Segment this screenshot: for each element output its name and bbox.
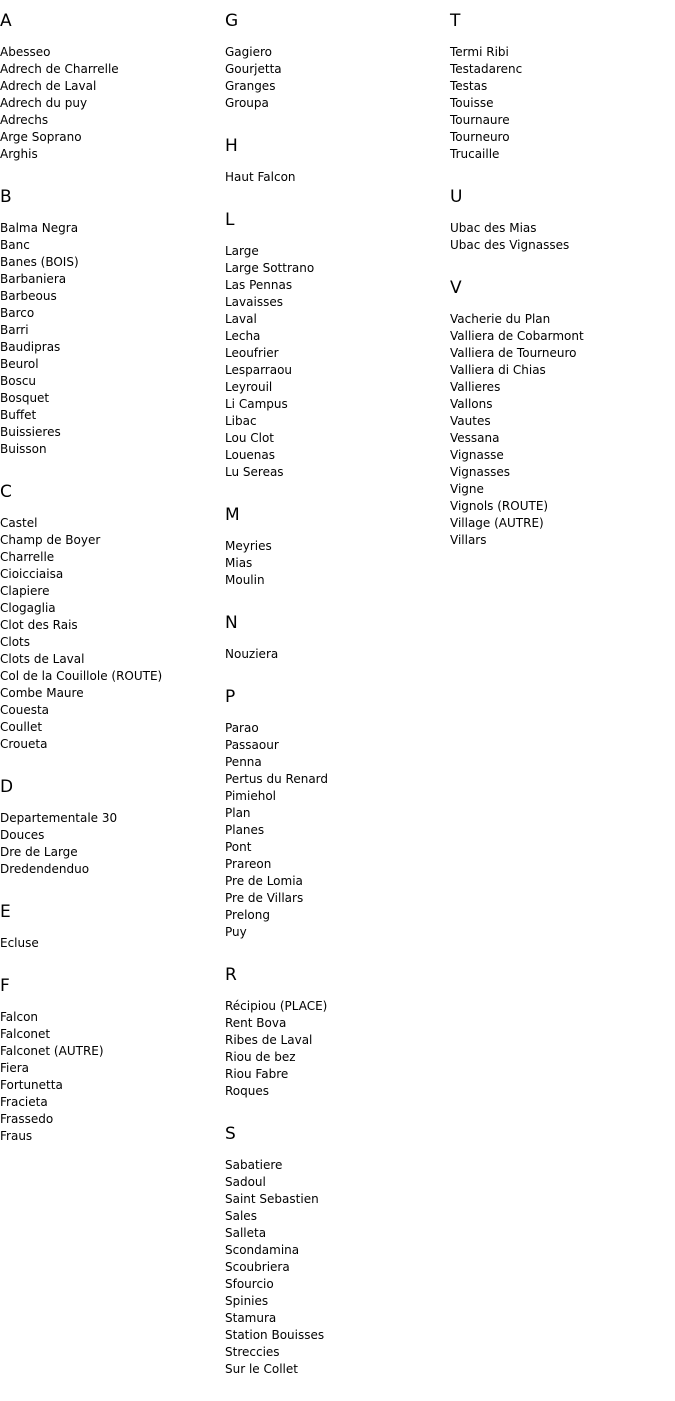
heading-spacer (225, 158, 450, 169)
letter-section (225, 135, 450, 186)
place-name[interactable]: Libac (225, 414, 257, 428)
place-name[interactable]: Station Bouisses (225, 1328, 325, 1342)
place-name[interactable]: Vessana (450, 431, 500, 445)
section-letter-heading: E (0, 902, 11, 922)
place-list (450, 311, 675, 549)
place-name[interactable]: Louenas (225, 448, 276, 462)
place-name[interactable]: Pimiehol (225, 789, 276, 803)
place-list (225, 44, 450, 112)
place-name[interactable]: Valliera de Cobarmont (450, 329, 584, 343)
letter-section (225, 10, 450, 112)
place-list (225, 538, 450, 589)
letter-section (0, 481, 225, 753)
place-name[interactable]: Dredendenduo (0, 862, 90, 876)
place-name[interactable]: Fraus (0, 1129, 33, 1143)
place-name[interactable]: Arge Soprano (0, 130, 82, 144)
place-name[interactable]: Buffet (0, 408, 37, 422)
section-letter-heading: N (225, 613, 238, 633)
place-name[interactable]: Granges (225, 79, 276, 93)
place-name[interactable]: Scoubriera (225, 1260, 290, 1274)
place-name[interactable]: Clots de Laval (0, 652, 85, 666)
place-list (0, 1009, 225, 1145)
place-list (0, 220, 225, 458)
place-name[interactable]: Meyries (225, 539, 272, 553)
heading-spacer (225, 33, 450, 44)
place-name[interactable]: Col de la Couillole (ROUTE) (0, 669, 163, 683)
place-name[interactable]: Villars (450, 533, 487, 547)
section-letter-heading: P (225, 687, 236, 707)
place-name[interactable]: Sadoul (225, 1175, 266, 1189)
place-name[interactable]: Vallieres (450, 380, 501, 394)
letter-section (225, 612, 450, 663)
place-name[interactable]: Gourjetta (225, 62, 282, 76)
place-list (225, 169, 450, 186)
place-name[interactable]: Mias (225, 556, 253, 570)
place-name[interactable]: Adrechs (0, 113, 49, 127)
place-list (225, 1157, 450, 1378)
section-letter-heading: R (225, 965, 237, 985)
place-name[interactable]: Falconet (0, 1027, 51, 1041)
place-name[interactable]: Pre de Villars (225, 891, 304, 905)
index-column-3 (450, 0, 675, 572)
place-name[interactable]: Combe Maure (0, 686, 84, 700)
letter-section (225, 1123, 450, 1378)
heading-spacer (225, 635, 450, 646)
place-name[interactable]: Saint Sebastien (225, 1192, 319, 1206)
place-name[interactable]: Clogaglia (0, 601, 56, 615)
place-name[interactable]: Parao (225, 721, 259, 735)
heading-spacer (0, 998, 225, 1009)
place-name[interactable]: Bosquet (0, 391, 50, 405)
place-name[interactable]: Abesseo (0, 45, 51, 59)
place-name[interactable]: Village (AUTRE) (450, 516, 544, 530)
place-name[interactable]: Passaour (225, 738, 279, 752)
place-name[interactable]: Rent Bova (225, 1016, 287, 1030)
place-name[interactable]: Arghis (0, 147, 38, 161)
place-name[interactable]: Falcon (0, 1010, 39, 1024)
place-name[interactable]: Touisse (450, 96, 494, 110)
place-name[interactable]: Banc (0, 238, 30, 252)
letter-section (0, 975, 225, 1145)
place-name[interactable]: Valliera de Tourneuro (450, 346, 577, 360)
place-name[interactable]: Fortunetta (0, 1078, 63, 1092)
place-name[interactable]: Scondamina (225, 1243, 300, 1257)
section-letter-heading: L (225, 210, 235, 230)
place-name[interactable]: Lu Sereas (225, 465, 284, 479)
place-list (0, 44, 225, 163)
section-letter-heading: C (0, 482, 12, 502)
place-name[interactable]: Nouziera (225, 647, 279, 661)
place-name[interactable]: Pre de Lomia (225, 874, 303, 888)
heading-spacer (450, 300, 675, 311)
place-name[interactable]: Pont (225, 840, 252, 854)
place-name[interactable]: Plan (225, 806, 251, 820)
section-letter-heading: G (225, 11, 239, 31)
place-name[interactable]: Stamura (225, 1311, 277, 1325)
place-name[interactable]: Vignols (ROUTE) (450, 499, 549, 513)
place-name[interactable]: Croueta (0, 737, 48, 751)
place-name[interactable]: Buissieres (0, 425, 61, 439)
place-name[interactable]: Ribes de Laval (225, 1033, 313, 1047)
place-name[interactable]: Lou Clot (225, 431, 274, 445)
place-name[interactable]: Beurol (0, 357, 39, 371)
heading-spacer (225, 527, 450, 538)
place-name[interactable]: Large Sottrano (225, 261, 315, 275)
heading-spacer (0, 799, 225, 810)
place-name[interactable]: Lavaisses (225, 295, 283, 309)
place-name[interactable]: Valliera di Chias (450, 363, 546, 377)
place-name[interactable]: Barbaniera (0, 272, 67, 286)
place-name[interactable]: Tournaure (450, 113, 510, 127)
place-name[interactable]: Riou Fabre (225, 1067, 289, 1081)
letter-section (0, 901, 225, 952)
place-name[interactable]: Clot des Rais (0, 618, 78, 632)
place-name[interactable]: Sfourcio (225, 1277, 274, 1291)
place-name[interactable]: Coullet (0, 720, 43, 734)
heading-spacer (0, 504, 225, 515)
heading-spacer (225, 232, 450, 243)
place-name[interactable]: Ubac des Vignasses (450, 238, 570, 252)
place-name[interactable]: Adrech de Laval (0, 79, 97, 93)
place-name[interactable]: Puy (225, 925, 247, 939)
place-name[interactable]: Vignasses (450, 465, 510, 479)
place-list (0, 810, 225, 878)
place-name[interactable]: Adrech de Charrelle (0, 62, 119, 76)
place-name[interactable]: Ubac des Mias (450, 221, 537, 235)
place-name[interactable]: Spinies (225, 1294, 269, 1308)
heading-spacer (450, 33, 675, 44)
place-name[interactable]: Li Campus (225, 397, 288, 411)
place-name[interactable]: Sabatiere (225, 1158, 283, 1172)
place-name[interactable]: Departementale 30 (0, 811, 118, 825)
place-list (225, 998, 450, 1100)
place-name[interactable]: Castel (0, 516, 38, 530)
place-name[interactable]: Frassedo (0, 1112, 54, 1126)
heading-spacer (225, 1146, 450, 1157)
letter-section (225, 964, 450, 1100)
place-name[interactable]: Falconet (AUTRE) (0, 1044, 104, 1058)
place-name[interactable]: Pertus du Renard (225, 772, 329, 786)
letter-section (450, 186, 675, 254)
place-name[interactable]: Adrech du puy (0, 96, 88, 110)
index-column-2 (225, 0, 450, 1401)
place-list (225, 243, 450, 481)
section-letter-heading: S (225, 1124, 236, 1144)
section-letter-heading: A (0, 11, 12, 31)
letter-section (450, 10, 675, 163)
place-name[interactable]: Salleta (225, 1226, 267, 1240)
place-name[interactable]: Ecluse (0, 936, 39, 950)
place-name[interactable]: Buisson (0, 442, 47, 456)
place-list (0, 935, 225, 952)
section-letter-heading: T (450, 11, 461, 31)
place-name[interactable]: Barbeous (0, 289, 57, 303)
heading-spacer (450, 209, 675, 220)
place-name[interactable]: Penna (225, 755, 262, 769)
place-name[interactable]: Roques (225, 1084, 269, 1098)
place-name[interactable]: Testadarenc (450, 62, 523, 76)
heading-spacer (0, 209, 225, 220)
place-name[interactable]: Boscu (0, 374, 37, 388)
place-name[interactable]: Vigne (450, 482, 484, 496)
place-name[interactable]: Balma Negra (0, 221, 79, 235)
place-name[interactable]: Lecha (225, 329, 261, 343)
letter-section (225, 686, 450, 941)
place-list (450, 220, 675, 254)
place-name[interactable]: Barco (0, 306, 35, 320)
place-name[interactable]: Charrelle (0, 550, 55, 564)
place-name[interactable]: Clapiere (0, 584, 50, 598)
place-name[interactable]: Groupa (225, 96, 269, 110)
place-name[interactable]: Vacherie du Plan (450, 312, 551, 326)
place-name[interactable]: Moulin (225, 573, 265, 587)
letter-section (0, 776, 225, 878)
section-letter-heading: F (0, 976, 10, 996)
place-name[interactable]: Leoufrier (225, 346, 279, 360)
place-name[interactable]: Trucaille (450, 147, 500, 161)
place-name[interactable]: Clots (0, 635, 31, 649)
place-name[interactable]: Tourneuro (450, 130, 510, 144)
place-name[interactable]: Sur le Collet (225, 1362, 298, 1376)
heading-spacer (225, 987, 450, 998)
place-name[interactable]: Testas (450, 79, 488, 93)
section-letter-heading: B (0, 187, 12, 207)
place-name[interactable]: Las Pennas (225, 278, 293, 292)
place-name[interactable]: Douces (0, 828, 45, 842)
letter-section (450, 277, 675, 549)
place-name[interactable]: Haut Falcon (225, 170, 296, 184)
place-name[interactable]: Vallons (450, 397, 493, 411)
place-name[interactable]: Fracieta (0, 1095, 48, 1109)
place-list (0, 515, 225, 753)
heading-spacer (225, 709, 450, 720)
section-letter-heading: U (450, 187, 463, 207)
letter-section (225, 504, 450, 589)
heading-spacer (0, 33, 225, 44)
place-name[interactable]: Gagiero (225, 45, 272, 59)
place-name[interactable]: Termi Ribi (450, 45, 509, 59)
place-name[interactable]: Prelong (225, 908, 270, 922)
section-letter-heading: H (225, 136, 238, 156)
section-letter-heading: V (450, 278, 462, 298)
place-list (225, 646, 450, 663)
place-name[interactable]: Riou de bez (225, 1050, 296, 1064)
letter-section (0, 10, 225, 163)
place-name[interactable]: Vignasse (450, 448, 504, 462)
place-name[interactable]: Laval (225, 312, 257, 326)
place-name[interactable]: Streccies (225, 1345, 280, 1359)
place-name[interactable]: Sales (225, 1209, 257, 1223)
place-name[interactable]: Baudipras (0, 340, 61, 354)
place-name[interactable]: Large (225, 244, 259, 258)
place-name[interactable]: Barri (0, 323, 29, 337)
place-name[interactable]: Couesta (0, 703, 50, 717)
letter-section (225, 209, 450, 481)
section-letter-heading: D (0, 777, 14, 797)
place-name[interactable]: Fiera (0, 1061, 30, 1075)
place-name[interactable]: Prareon (225, 857, 272, 871)
letter-section (0, 186, 225, 458)
heading-spacer (0, 924, 225, 935)
place-name[interactable]: Récipiou (PLACE) (225, 999, 328, 1013)
place-list (225, 720, 450, 941)
place-name[interactable]: Dre de Large (0, 845, 78, 859)
place-name[interactable]: Leyrouil (225, 380, 273, 394)
place-name[interactable]: Vautes (450, 414, 491, 428)
index-column-1 (0, 0, 225, 1168)
section-letter-heading: M (225, 505, 240, 525)
place-name[interactable]: Champ de Boyer (0, 533, 101, 547)
place-name[interactable]: Banes (BOIS) (0, 255, 79, 269)
place-name[interactable]: Cioicciaisa (0, 567, 64, 581)
place-name[interactable]: Lesparraou (225, 363, 293, 377)
place-list (450, 44, 675, 163)
place-name[interactable]: Planes (225, 823, 265, 837)
